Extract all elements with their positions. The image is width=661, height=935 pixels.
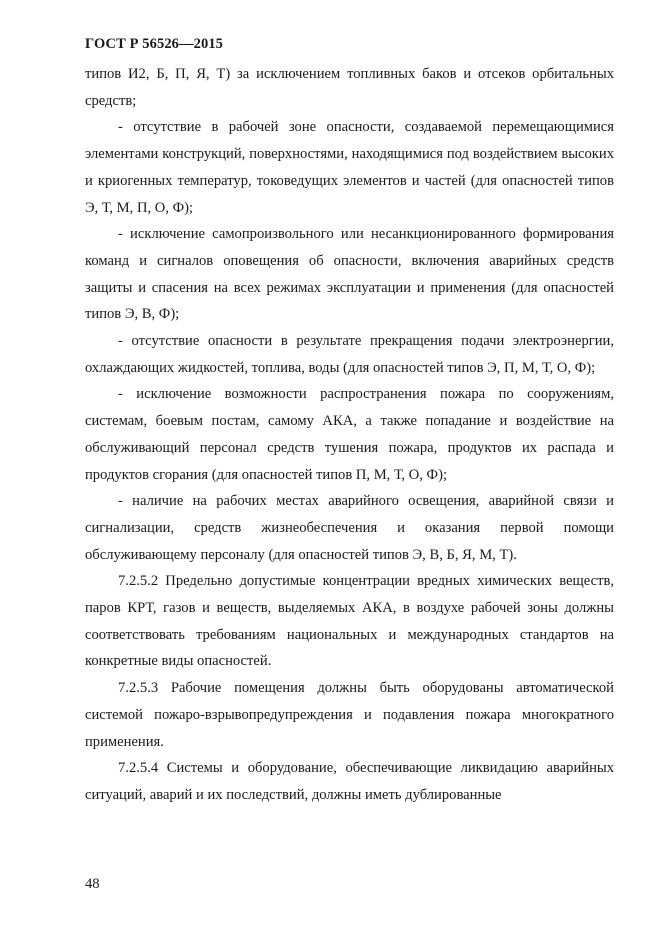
- paragraph-section-7-2-5-2: 7.2.5.2 Предельно допустимые концентрации вредных химических веществ, паров КРТ, газов и веществ, выделяемых АКА, в воздухе рабочей зоны должны соответствовать требованиям национальных и международных стандартов на конкретные виды опасностей.: [85, 573, 614, 670]
- paragraph-section-7-2-5-4: 7.2.5.4 Системы и оборудование, обеспечивающие ликвидацию аварийных ситуаций, аварий и их последствий, должны иметь дублированные: [85, 760, 614, 803]
- paragraph-continuation: типов И2, Б, П, Я, Т) за исключением топливных баков и отсеков орбитальных средств;: [85, 66, 614, 109]
- document-header: ГОСТ Р 56526—2015: [85, 36, 224, 52]
- paragraph-section-7-2-5-3: 7.2.5.3 Рабочие помещения должны быть оборудованы автоматической системой пожаро-взрывопредупреждения и подавления пожара многократного применения.: [85, 680, 614, 750]
- paragraph-spontaneous-commands: - исключение самопроизвольного или несанкционированного формирования команд и сигналов оповещения об опасности, включения аварийных средств защиты и спасения на всех режимах эксплуатации и применения (для опасностей типов Э, В, Ф);: [85, 226, 614, 323]
- page-number: 48: [85, 876, 100, 892]
- document-body: [85, 61, 614, 809]
- paragraph-hazard-zone: - отсутствие в рабочей зоне опасности, создаваемой перемещающимися элементами конструкций, поверхностями, находящимися под воздействием высоких и криогенных температур, токоведущих элементов и частей (для опасностей типов Э, Т, М, П, О, Ф);: [85, 119, 614, 216]
- paragraph-emergency-lighting: - наличие на рабочих местах аварийного освещения, аварийной связи и сигнализации, средств жизнеобеспечения и оказания первой помощи обслуживающему персоналу (для опасностей типов Э, В, Б, Я, М, Т).: [85, 493, 614, 563]
- paragraph-supply-interruption: - отсутствие опасности в результате прекращения подачи электроэнергии, охлаждающих жидкостей, топлива, воды (для опасностей типов Э, П, М, Т, О, Ф);: [85, 333, 614, 376]
- paragraph-fire-spread: - исключение возможности распространения пожара по сооружениям, системам, боевым постам, самому АКА, а также попадание и воздействие на обслуживающий персонал средств тушения пожара, продуктов их распада и продуктов сгорания (для опасностей типов П, М, Т, О, Ф);: [85, 386, 614, 483]
